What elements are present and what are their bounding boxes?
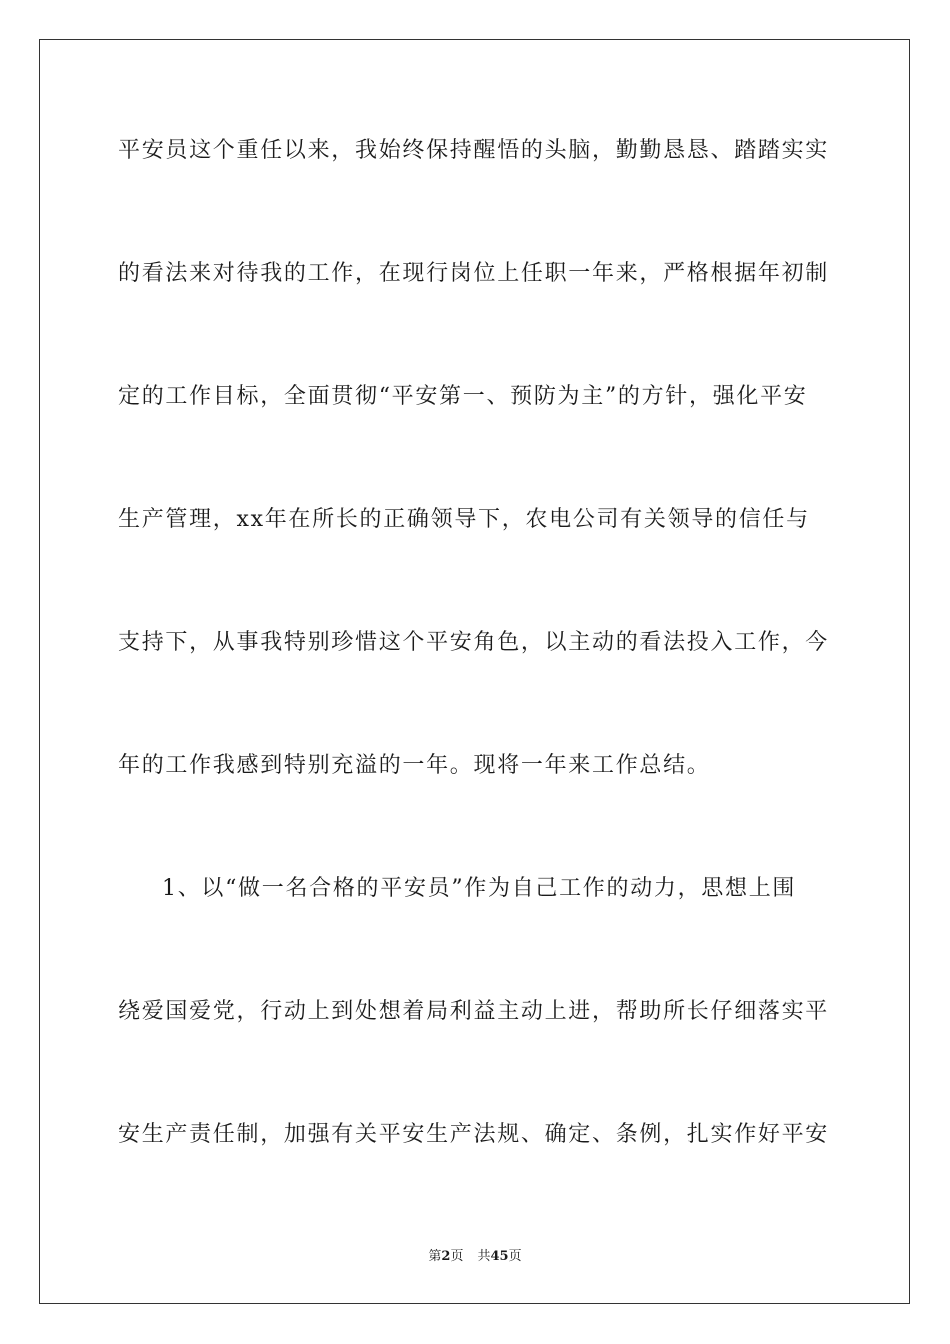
text-line: 1、以“做一名合格的平安员”作为自己工作的动力，思想上围 [162, 876, 797, 901]
page-footer [0, 1248, 950, 1266]
text-line: 定的工作目标，全面贯彻“平安第一、预防为主”的方针，强化平安 [118, 384, 808, 409]
total-label-suffix: 页 [508, 1249, 522, 1264]
total-label-prefix: 共 [477, 1249, 491, 1264]
page-label-prefix: 第 [428, 1249, 442, 1264]
text-line: 的看法来对待我的工作，在现行岗位上任职一年来，严格根据年初制 [118, 261, 830, 286]
text-line: 支持下，从事我特别珍惜这个平安角色，以主动的看法投入工作，今 [118, 630, 830, 655]
current-page-number: 2 [441, 1249, 451, 1264]
text-line: 安生产责任制，加强有关平安生产法规、确定、条例，扎实作好平安 [118, 1122, 830, 1147]
text-line: 绕爱国爱党，行动上到处想着局利益主动上进，帮助所长仔细落实平 [118, 999, 830, 1024]
text-line: 生产管理，xx年在所长的正确领导下，农电公司有关领导的信任与 [118, 507, 810, 532]
text-line: 年的工作我感到特别充溢的一年。现将一年来工作总结。 [118, 753, 711, 778]
page-label-suffix: 页 [450, 1249, 464, 1264]
page-border [39, 39, 910, 1304]
total-pages-number: 45 [490, 1249, 509, 1264]
text-line: 平安员这个重任以来，我始终保持醒悟的头脑，勤勤恳恳、踏踏实实 [118, 138, 830, 163]
